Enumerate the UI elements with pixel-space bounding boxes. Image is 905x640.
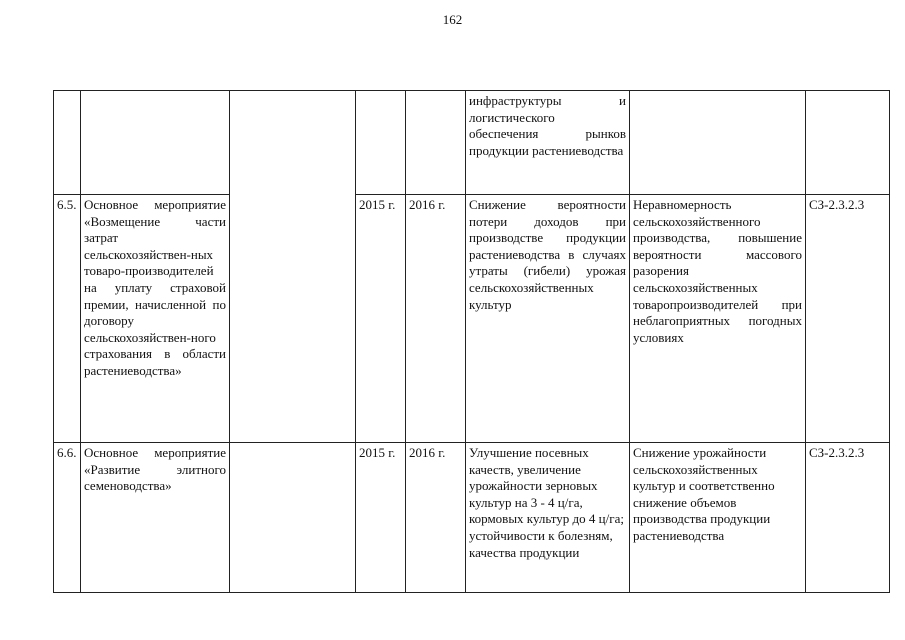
page-number: 162 [442, 12, 463, 27]
cell-name: Основное мероприятие «Возмещение части затрат сельскохозяйствен-ных товаро-производителей на уплату страховой премии, начисленной по договору сельскохозяйствен-ного страхования в области растениеводства» [81, 195, 230, 443]
cell-executor [230, 443, 356, 593]
cell-num: 6.5. [54, 195, 81, 443]
cell-consequences: Неравномерность сельскохозяйственного производства, повышение вероятности массового разорения сельскохозяйственных товаропроизводителей при неблагоприятных погодных условиях [630, 195, 806, 443]
cell-result: Снижение вероятности потери доходов при производстве продукции растениеводства в случаях утраты (гибели) урожая сельскохозяйственных культур [466, 195, 630, 443]
table-row-continuation [54, 91, 890, 195]
cell-executor [230, 91, 356, 443]
cell-start: 2015 г. [356, 195, 406, 443]
cell-name: Основное мероприятие «Развитие элитного семеноводства» [81, 443, 230, 593]
cell-end: 2016 г. [406, 195, 466, 443]
cell-consequences: Снижение урожайности сельскохозяйственных культур и соответственно снижение объемов производства продукции растениеводства [630, 443, 806, 593]
cell-end: 2016 г. [406, 443, 466, 593]
cell-link: СЗ-2.3.2.3 [806, 195, 890, 443]
cell-start [356, 91, 406, 195]
cell-link: СЗ-2.3.2.3 [806, 443, 890, 593]
cell-result: Улучшение посевных качеств, увеличение урожайности зерновых культур на 3 - 4 ц/га, кормовых культур до 4 ц/га; устойчивости к болезням, качества продукции [466, 443, 630, 593]
cell-link [806, 91, 890, 195]
measures-table [53, 90, 890, 593]
cell-start: 2015 г. [356, 443, 406, 593]
cell-name [81, 91, 230, 195]
cell-num: 6.6. [54, 443, 81, 593]
table-row [54, 195, 890, 443]
cell-result: инфраструктуры и логистического обеспечения рынков продукции растениеводства [466, 91, 630, 195]
cell-end [406, 91, 466, 195]
cell-consequences [630, 91, 806, 195]
table-row [54, 443, 890, 593]
cell-num [54, 91, 81, 195]
